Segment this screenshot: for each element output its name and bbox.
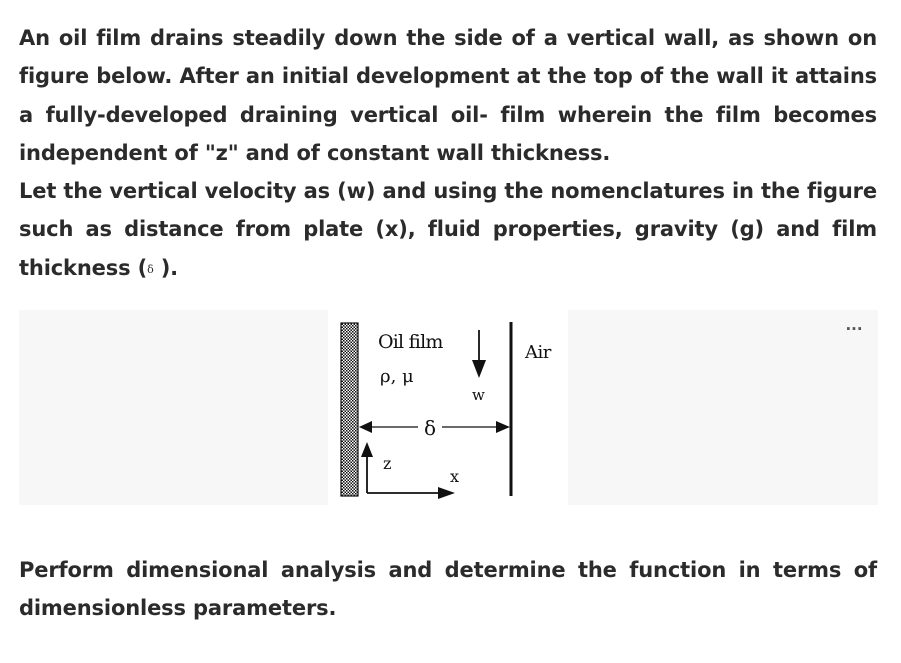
thickness-label: δ bbox=[424, 416, 437, 440]
oil-film-label: Oil film bbox=[378, 331, 443, 353]
image-background-right bbox=[568, 310, 878, 505]
air-label: Air bbox=[525, 342, 551, 363]
velocity-label: w bbox=[472, 386, 485, 404]
problem-statement-intro: An oil film drains steadily down the side of a vertical wall, as shown on figure below. After an initial development at the top of the wall it attains a fully-developed draining vertical oil- film wherein the film becomes independent of "z" and of constant wall thickness. bbox=[19, 26, 877, 165]
x-axis-label: x bbox=[450, 467, 460, 486]
fluid-properties-label: ρ, μ bbox=[380, 366, 414, 387]
z-axis-label: z bbox=[383, 454, 392, 473]
oil-film-diagram bbox=[328, 310, 568, 505]
image-background-left bbox=[19, 310, 328, 505]
problem-statement-task: Perform dimensional analysis and determine the function in terms of dimensionless parameters. bbox=[19, 558, 877, 621]
variables-text-end: ). bbox=[160, 255, 178, 280]
problem-statement-variables bbox=[19, 172, 877, 289]
x-axis-arrow bbox=[367, 487, 455, 499]
velocity-arrow bbox=[472, 330, 486, 378]
wall bbox=[341, 323, 358, 496]
z-axis-arrow bbox=[361, 442, 373, 493]
delta-symbol: δ bbox=[147, 262, 154, 276]
more-options-button[interactable]: ··· bbox=[845, 320, 863, 338]
variables-text: Let the vertical velocity as (w) and using the nomenclatures in the figure such as distance from plate (x), fluid properties, gravity (g) and film thickness ( bbox=[19, 179, 877, 280]
